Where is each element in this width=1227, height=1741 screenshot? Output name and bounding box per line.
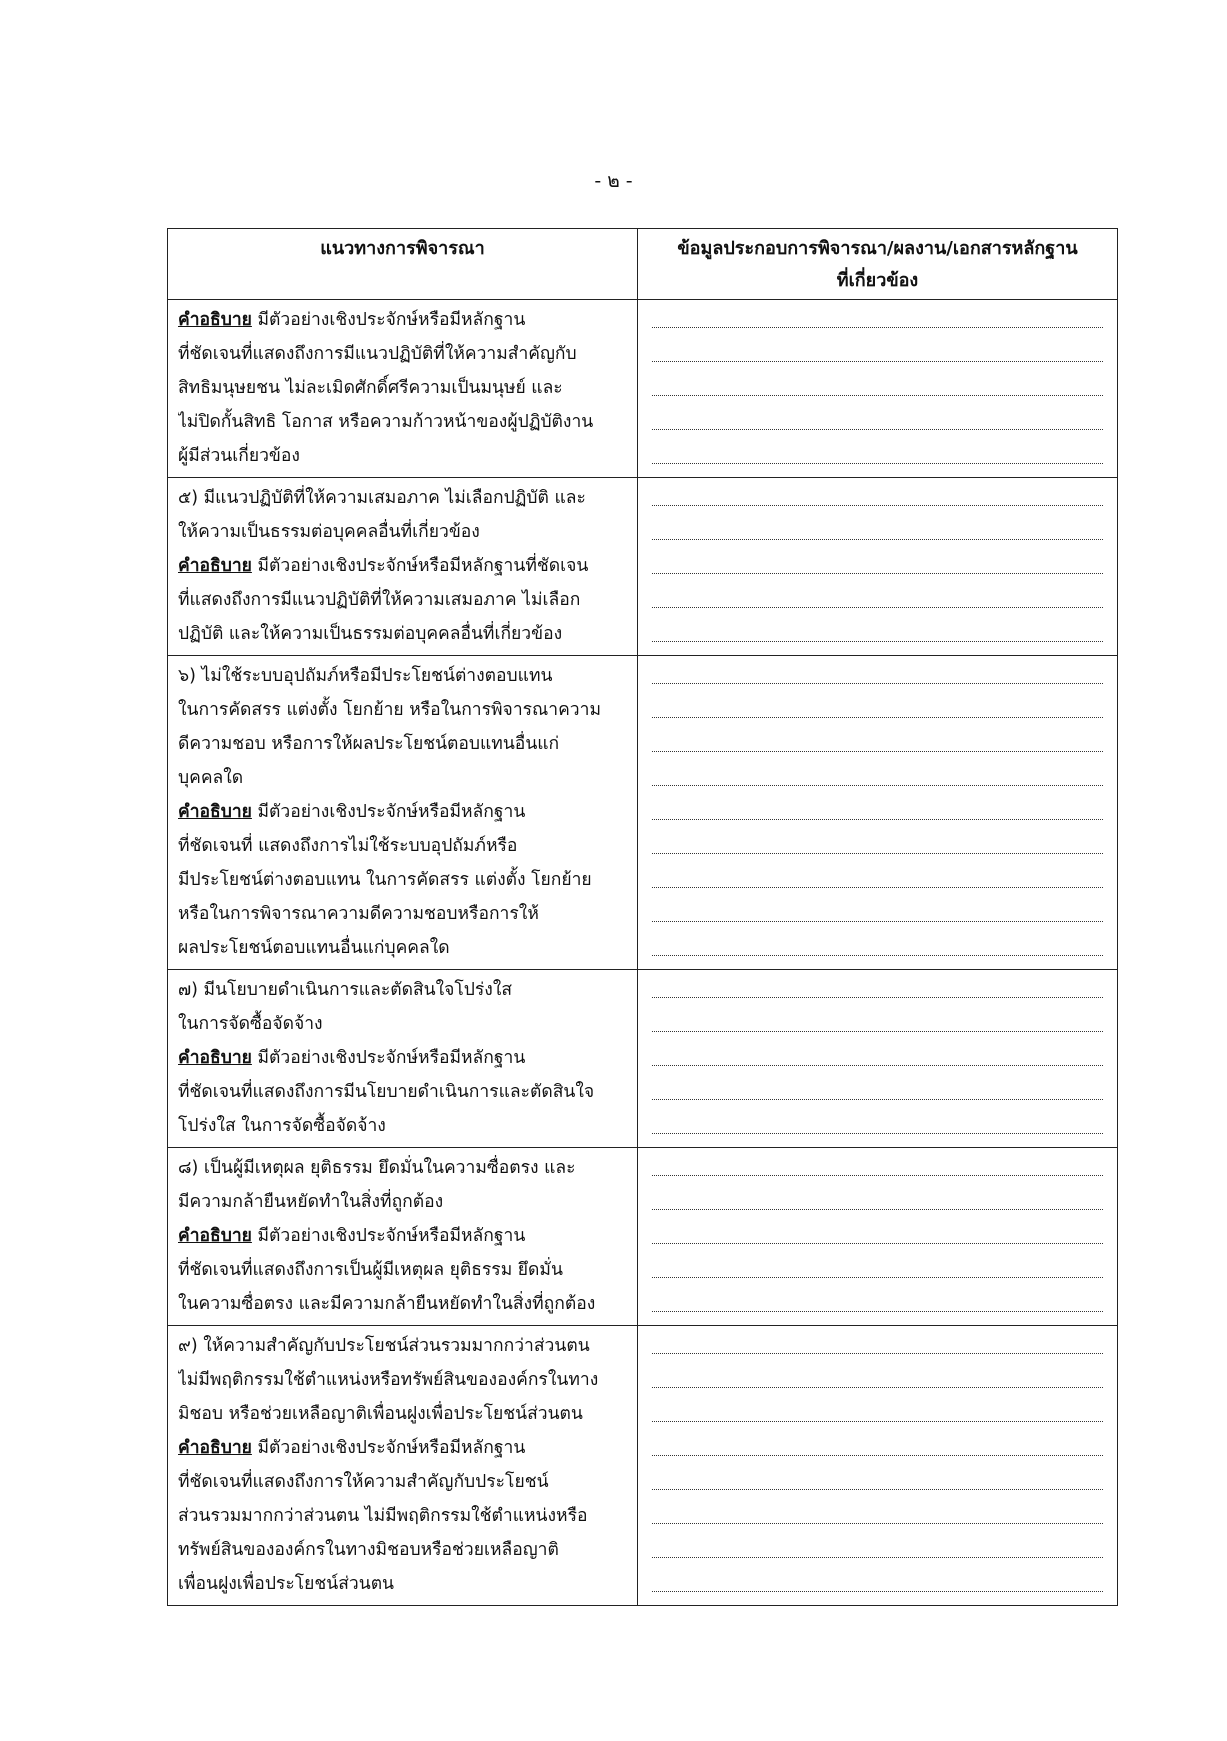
criteria-line bbox=[178, 1363, 627, 1397]
criteria-cell bbox=[168, 478, 638, 656]
criteria-line bbox=[178, 337, 627, 371]
evidence-blank-line[interactable] bbox=[652, 659, 1103, 693]
criteria-text: ในการคัดสรร แต่งตั้ง โยกย้าย หรือในการพิจารณาความ bbox=[178, 700, 601, 720]
criteria-line bbox=[178, 439, 627, 473]
explanation-term: คำอธิบาย bbox=[178, 1048, 252, 1068]
criteria-text: บุคคลใด bbox=[178, 768, 244, 788]
criteria-line bbox=[178, 303, 627, 337]
evidence-blank-line[interactable] bbox=[652, 1397, 1103, 1431]
evidence-blank-line[interactable] bbox=[652, 481, 1103, 515]
table-row bbox=[168, 656, 1118, 970]
criteria-line bbox=[178, 1007, 627, 1041]
criteria-line bbox=[178, 795, 627, 829]
evidence-blank-line[interactable] bbox=[652, 1109, 1103, 1143]
criteria-text: ๕) มีแนวปฏิบัติที่ให้ความเสมอภาค ไม่เลือกปฏิบัติ และ bbox=[178, 488, 586, 508]
criteria-line bbox=[178, 405, 627, 439]
criteria-text: มิชอบ หรือช่วยเหลือญาติเพื่อนฝูงเพื่อประโยชน์ส่วนตน bbox=[178, 1404, 583, 1424]
criteria-line bbox=[178, 1533, 627, 1567]
criteria-line bbox=[178, 481, 627, 515]
criteria-text: ที่ชัดเจนที่ แสดงถึงการไม่ใช้ระบบอุปถัมภ์หรือ bbox=[178, 836, 518, 856]
criteria-text: ทรัพย์สินขององค์กรในทางมิชอบหรือช่วยเหลือญาติ bbox=[178, 1540, 559, 1560]
header-criteria: แนวทางการพิจารณา bbox=[168, 229, 638, 300]
evidence-blank-line[interactable] bbox=[652, 549, 1103, 583]
explanation-term: คำอธิบาย bbox=[178, 556, 252, 576]
criteria-text: มีความกล้ายืนหยัดทำในสิ่งที่ถูกต้อง bbox=[178, 1192, 444, 1212]
evidence-blank-line[interactable] bbox=[652, 931, 1103, 965]
evidence-blank-line[interactable] bbox=[652, 1499, 1103, 1533]
evidence-blank-line[interactable] bbox=[652, 1075, 1103, 1109]
evidence-cell[interactable] bbox=[638, 1326, 1118, 1606]
criteria-line bbox=[178, 727, 627, 761]
evidence-blank-line[interactable] bbox=[652, 371, 1103, 405]
criteria-text: สิทธิมนุษยชน ไม่ละเมิดศักดิ์ศรีความเป็นมนุษย์ และ bbox=[178, 378, 563, 398]
criteria-text: ที่ชัดเจนที่แสดงถึงการมีแนวปฏิบัติที่ให้ความสำคัญกับ bbox=[178, 344, 577, 364]
criteria-cell bbox=[168, 1326, 638, 1606]
criteria-text: มีตัวอย่างเชิงประจักษ์หรือมีหลักฐาน bbox=[251, 1226, 526, 1246]
criteria-line bbox=[178, 1329, 627, 1363]
evidence-cell[interactable] bbox=[638, 1148, 1118, 1326]
criteria-line bbox=[178, 1253, 627, 1287]
criteria-line bbox=[178, 1567, 627, 1601]
explanation-term: คำอธิบาย bbox=[178, 1226, 252, 1246]
criteria-text: ผลประโยชน์ตอบแทนอื่นแก่บุคคลใด bbox=[178, 938, 450, 958]
criteria-line bbox=[178, 761, 627, 795]
criteria-cell bbox=[168, 1148, 638, 1326]
criteria-text: ปฏิบัติ และให้ความเป็นธรรมต่อบุคคลอื่นที่เกี่ยวข้อง bbox=[178, 624, 563, 644]
evidence-blank-line[interactable] bbox=[652, 863, 1103, 897]
criteria-text: ๘) เป็นผู้มีเหตุผล ยุติธรรม ยึดมั่นในความซื่อตรง และ bbox=[178, 1158, 576, 1178]
evidence-blank-line[interactable] bbox=[652, 1465, 1103, 1499]
evidence-blank-line[interactable] bbox=[652, 1431, 1103, 1465]
criteria-text: ให้ความเป็นธรรมต่อบุคคลอื่นที่เกี่ยวข้อง bbox=[178, 522, 480, 542]
evidence-blank-line[interactable] bbox=[652, 829, 1103, 863]
evidence-blank-line[interactable] bbox=[652, 303, 1103, 337]
evidence-blank-line[interactable] bbox=[652, 1567, 1103, 1601]
criteria-text: มีประโยชน์ต่างตอบแทน ในการคัดสรร แต่งตั้ง โยกย้าย bbox=[178, 870, 592, 890]
table-row bbox=[168, 1326, 1118, 1606]
criteria-line bbox=[178, 973, 627, 1007]
criteria-line bbox=[178, 1151, 627, 1185]
criteria-text: เพื่อนฝูงเพื่อประโยชน์ส่วนตน bbox=[178, 1574, 395, 1594]
evidence-blank-line[interactable] bbox=[652, 1253, 1103, 1287]
evidence-blank-line[interactable] bbox=[652, 1219, 1103, 1253]
criteria-line bbox=[178, 617, 627, 651]
criteria-line bbox=[178, 1075, 627, 1109]
header-evidence bbox=[638, 229, 1118, 300]
criteria-text: ที่ชัดเจนที่แสดงถึงการเป็นผู้มีเหตุผล ยุติธรรม ยึดมั่น bbox=[178, 1260, 563, 1280]
criteria-line bbox=[178, 897, 627, 931]
criteria-text: ในความซื่อตรง และมีความกล้ายืนหยัดทำในสิ่งที่ถูกต้อง bbox=[178, 1294, 596, 1314]
criteria-table bbox=[167, 228, 1118, 1606]
criteria-text: ในการจัดซื้อจัดจ้าง bbox=[178, 1014, 323, 1034]
criteria-text: ๙) ให้ความสำคัญกับประโยชน์ส่วนรวมมากกว่าส่วนตน bbox=[178, 1336, 590, 1356]
criteria-line bbox=[178, 863, 627, 897]
criteria-line bbox=[178, 1185, 627, 1219]
page-number: - ๒ - bbox=[594, 170, 633, 192]
evidence-cell[interactable] bbox=[638, 970, 1118, 1148]
table-row bbox=[168, 1148, 1118, 1326]
criteria-text: มีตัวอย่างเชิงประจักษ์หรือมีหลักฐาน bbox=[251, 1438, 526, 1458]
evidence-cell[interactable] bbox=[638, 300, 1118, 478]
table-row bbox=[168, 478, 1118, 656]
criteria-text: ดีความชอบ หรือการให้ผลประโยชน์ตอบแทนอื่นแก่ bbox=[178, 734, 560, 754]
criteria-line bbox=[178, 659, 627, 693]
evidence-blank-line[interactable] bbox=[652, 1363, 1103, 1397]
evidence-blank-line[interactable] bbox=[652, 515, 1103, 549]
criteria-line bbox=[178, 931, 627, 965]
evidence-blank-line[interactable] bbox=[652, 973, 1103, 1007]
criteria-text: ไม่ปิดกั้นสิทธิ โอกาส หรือความก้าวหน้าของผู้ปฏิบัติงาน bbox=[178, 412, 594, 432]
explanation-term: คำอธิบาย bbox=[178, 1438, 252, 1458]
criteria-cell bbox=[168, 656, 638, 970]
criteria-line bbox=[178, 371, 627, 405]
criteria-line bbox=[178, 1287, 627, 1321]
criteria-cell bbox=[168, 300, 638, 478]
evidence-blank-line[interactable] bbox=[652, 693, 1103, 727]
criteria-text: ๖) ไม่ใช้ระบบอุปถัมภ์หรือมีประโยชน์ต่างตอบแทน bbox=[178, 666, 553, 686]
criteria-text: ส่วนรวมมากกว่าส่วนตน ไม่มีพฤติกรรมใช้ตำแหน่งหรือ bbox=[178, 1506, 588, 1526]
criteria-line bbox=[178, 515, 627, 549]
criteria-text: ๗) มีนโยบายดำเนินการและตัดสินใจโปร่งใส bbox=[178, 980, 513, 1000]
evidence-blank-line[interactable] bbox=[652, 897, 1103, 931]
evidence-blank-line[interactable] bbox=[652, 761, 1103, 795]
header-evidence-line-1: ข้อมูลประกอบการพิจารณา/ผลงาน/เอกสารหลักฐาน bbox=[677, 238, 1078, 259]
criteria-text: ที่แสดงถึงการมีแนวปฏิบัติที่ให้ความเสมอภาค ไม่เลือก bbox=[178, 590, 581, 610]
explanation-term: คำอธิบาย bbox=[178, 802, 252, 822]
criteria-line bbox=[178, 583, 627, 617]
evidence-cell[interactable] bbox=[638, 478, 1118, 656]
evidence-blank-line[interactable] bbox=[652, 1007, 1103, 1041]
criteria-line bbox=[178, 693, 627, 727]
criteria-line bbox=[178, 1109, 627, 1143]
evidence-blank-line[interactable] bbox=[652, 1533, 1103, 1567]
criteria-line bbox=[178, 829, 627, 863]
criteria-cell bbox=[168, 970, 638, 1148]
criteria-line bbox=[178, 549, 627, 583]
evidence-blank-line[interactable] bbox=[652, 583, 1103, 617]
explanation-term: คำอธิบาย bbox=[178, 310, 252, 330]
criteria-text: มีตัวอย่างเชิงประจักษ์หรือมีหลักฐาน bbox=[251, 1048, 526, 1068]
criteria-line bbox=[178, 1219, 627, 1253]
evidence-blank-line[interactable] bbox=[652, 1287, 1103, 1321]
evidence-blank-line[interactable] bbox=[652, 439, 1103, 473]
evidence-blank-line[interactable] bbox=[652, 795, 1103, 829]
criteria-text: มีตัวอย่างเชิงประจักษ์หรือมีหลักฐานที่ชัดเจน bbox=[251, 556, 589, 576]
evidence-blank-line[interactable] bbox=[652, 617, 1103, 651]
criteria-line bbox=[178, 1041, 627, 1075]
evidence-blank-line[interactable] bbox=[652, 1041, 1103, 1075]
criteria-text: ที่ชัดเจนที่แสดงถึงการให้ความสำคัญกับประโยชน์ bbox=[178, 1472, 549, 1492]
criteria-text: โปร่งใส ในการจัดซื้อจัดจ้าง bbox=[178, 1116, 386, 1136]
criteria-line bbox=[178, 1397, 627, 1431]
evidence-cell[interactable] bbox=[638, 656, 1118, 970]
evidence-blank-line[interactable] bbox=[652, 727, 1103, 761]
evidence-blank-line[interactable] bbox=[652, 1329, 1103, 1363]
criteria-text: ผู้มีส่วนเกี่ยวข้อง bbox=[178, 446, 300, 466]
criteria-line bbox=[178, 1431, 627, 1465]
criteria-text: มีตัวอย่างเชิงประจักษ์หรือมีหลักฐาน bbox=[251, 802, 526, 822]
table-row bbox=[168, 300, 1118, 478]
table-header-row bbox=[168, 229, 1118, 300]
evidence-blank-line[interactable] bbox=[652, 337, 1103, 371]
criteria-text: หรือในการพิจารณาความดีความชอบหรือการให้ bbox=[178, 904, 539, 924]
evidence-blank-line[interactable] bbox=[652, 405, 1103, 439]
criteria-line bbox=[178, 1465, 627, 1499]
criteria-text: มีตัวอย่างเชิงประจักษ์หรือมีหลักฐาน bbox=[251, 310, 526, 330]
table-row bbox=[168, 970, 1118, 1148]
header-evidence-line-2: ที่เกี่ยวข้อง bbox=[836, 270, 919, 291]
evidence-blank-line[interactable] bbox=[652, 1185, 1103, 1219]
evidence-blank-line[interactable] bbox=[652, 1151, 1103, 1185]
criteria-text: ไม่มีพฤติกรรมใช้ตำแหน่งหรือทรัพย์สินขององค์กรในทาง bbox=[178, 1370, 599, 1390]
criteria-text: ที่ชัดเจนที่แสดงถึงการมีนโยบายดำเนินการและตัดสินใจ bbox=[178, 1082, 595, 1102]
criteria-line bbox=[178, 1499, 627, 1533]
